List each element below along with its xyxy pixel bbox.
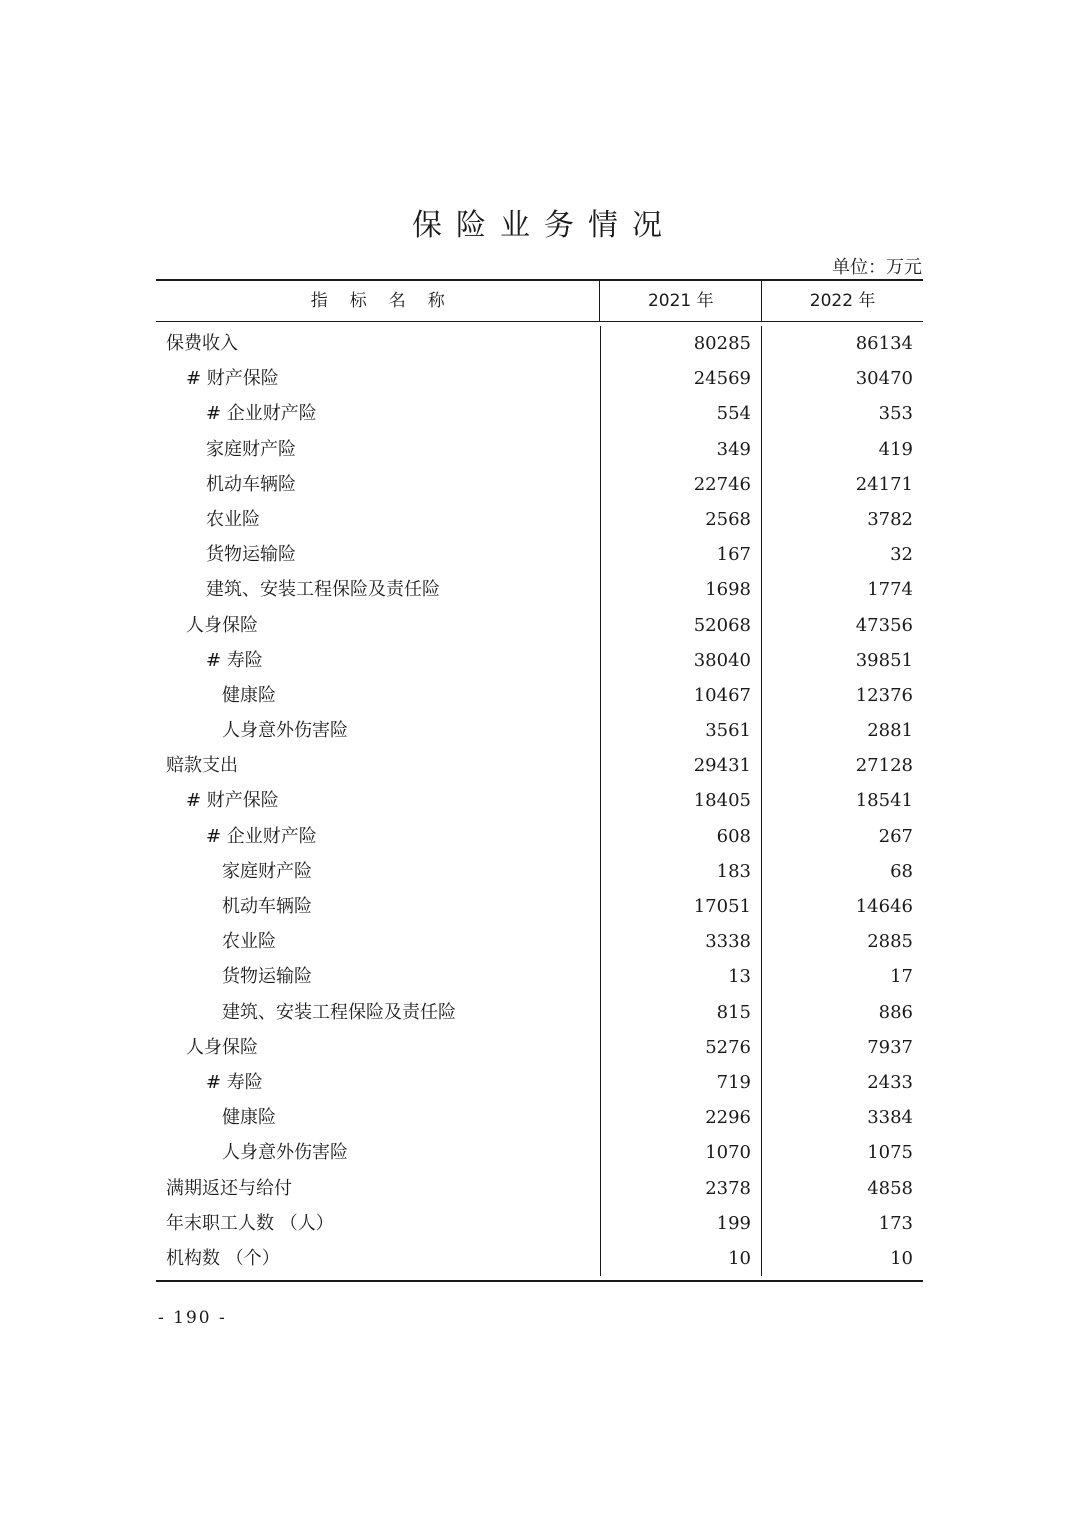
- value-2022: 419: [878, 438, 913, 460]
- row-label: 农业险: [156, 924, 601, 959]
- table-row: [156, 678, 923, 713]
- value-2021: 2568: [601, 502, 762, 537]
- value-2022: 353: [878, 403, 913, 425]
- table-row: [156, 572, 923, 607]
- value-2022: 86134: [855, 333, 913, 354]
- table-row: [156, 1135, 923, 1170]
- value-2021: 29431: [601, 748, 762, 783]
- page-number: - 190 -: [158, 1308, 227, 1328]
- value-2021: 13: [601, 959, 762, 994]
- value-2022: 1774: [867, 579, 913, 601]
- value-2022: 886: [878, 1001, 913, 1023]
- row-label: 人身意外伤害险: [156, 1135, 601, 1170]
- row-label: # 寿险: [156, 643, 601, 678]
- value-2022: 68: [890, 860, 913, 882]
- row-label: 满期返还与给付: [156, 1171, 601, 1206]
- value-2022: 173: [878, 1212, 913, 1234]
- value-2021: 167: [601, 537, 762, 572]
- value-2021: 349: [601, 432, 762, 467]
- value-2022: 3384: [867, 1107, 913, 1129]
- row-label: 健康险: [156, 678, 601, 713]
- value-2021: 608: [601, 819, 762, 854]
- row-label: 机构数 （个）: [156, 1241, 601, 1276]
- value-2021: 22746: [601, 467, 762, 502]
- row-label: 家庭财产险: [156, 432, 601, 467]
- table-row: [156, 326, 923, 361]
- value-2021: 18405: [601, 783, 762, 818]
- value-2022: 2885: [867, 931, 913, 953]
- table-header: [156, 281, 923, 322]
- table-row: [156, 959, 923, 994]
- row-label: # 企业财产险: [156, 396, 601, 431]
- value-2022: 30470: [855, 368, 913, 390]
- table-row: [156, 713, 923, 748]
- table-row: [156, 1206, 923, 1241]
- value-2021: 80285: [601, 326, 762, 361]
- table-row: [156, 889, 923, 924]
- row-label: 机动车辆险: [156, 467, 601, 502]
- row-label: 人身保险: [156, 608, 601, 643]
- value-2022: 3782: [867, 508, 913, 530]
- value-2022: 32: [890, 544, 913, 566]
- value-2021: 1698: [601, 572, 762, 607]
- row-label: 人身保险: [156, 1030, 601, 1065]
- value-2022: 2881: [867, 720, 913, 742]
- table-row: [156, 608, 923, 643]
- table-row: [156, 1100, 923, 1135]
- value-2021: 3338: [601, 924, 762, 959]
- table-row: [156, 537, 923, 572]
- row-label: 健康险: [156, 1100, 601, 1135]
- table-row: [156, 783, 923, 818]
- value-2021: 554: [601, 396, 762, 431]
- table-row: [156, 502, 923, 537]
- row-label: 家庭财产险: [156, 854, 601, 889]
- table-row: [156, 748, 923, 783]
- row-label: 建筑、安装工程保险及责任险: [156, 995, 601, 1030]
- row-label: 货物运输险: [156, 959, 601, 994]
- table-row: [156, 1065, 923, 1100]
- value-2021: 2296: [601, 1100, 762, 1135]
- value-2021: 2378: [601, 1171, 762, 1206]
- row-label: # 财产保险: [156, 361, 601, 396]
- value-2021: 719: [601, 1065, 762, 1100]
- value-2021: 1070: [601, 1135, 762, 1170]
- row-label: 人身意外伤害险: [156, 713, 601, 748]
- row-label: 农业险: [156, 502, 601, 537]
- value-2022: 10: [890, 1247, 913, 1269]
- value-2021: 199: [601, 1206, 762, 1241]
- row-label: # 企业财产险: [156, 819, 601, 854]
- value-2022: 2433: [867, 1071, 913, 1093]
- table-row: [156, 1171, 923, 1206]
- table-row: [156, 995, 923, 1030]
- value-2021: 3561: [601, 713, 762, 748]
- row-label: # 寿险: [156, 1065, 601, 1100]
- header-2021: 2021 年: [600, 281, 762, 321]
- value-2022: 267: [878, 825, 913, 847]
- row-label: # 财产保险: [156, 783, 601, 818]
- unit-label: 单位：万元: [832, 257, 922, 278]
- value-2022: 27128: [855, 755, 913, 777]
- value-2022: 4858: [867, 1177, 913, 1199]
- row-label: 货物运输险: [156, 537, 601, 572]
- header-indicator-name: 指标名称: [156, 281, 600, 321]
- table-row: [156, 361, 923, 396]
- value-2021: 183: [601, 854, 762, 889]
- value-2022: 39851: [855, 649, 913, 671]
- row-label: 赔款支出: [156, 748, 601, 783]
- table-row: [156, 819, 923, 854]
- table-row: [156, 1030, 923, 1065]
- table-row: [156, 396, 923, 431]
- table-body: [156, 322, 923, 1280]
- row-label: 机动车辆险: [156, 889, 601, 924]
- table-row: [156, 854, 923, 889]
- value-2021: 10467: [601, 678, 762, 713]
- value-2021: 17051: [601, 889, 762, 924]
- value-2021: 10: [601, 1241, 762, 1276]
- value-2022: 47356: [855, 614, 913, 636]
- value-2022: 14646: [855, 896, 913, 917]
- header-2022: 2022 年: [809, 291, 876, 311]
- value-2022: 7937: [867, 1036, 913, 1058]
- table-row: [156, 643, 923, 678]
- page-title: 保险业务情况: [412, 208, 676, 243]
- value-2022: 24171: [855, 473, 913, 495]
- table-row: [156, 467, 923, 502]
- value-2021: 52068: [601, 608, 762, 643]
- value-2022: 12376: [855, 684, 913, 706]
- row-label: 保费收入: [156, 326, 601, 361]
- row-label: 年末职工人数 （人）: [156, 1206, 601, 1241]
- value-2021: 5276: [601, 1030, 762, 1065]
- insurance-table: [156, 279, 923, 1282]
- value-2022: 17: [890, 966, 913, 988]
- value-2022: 1075: [867, 1142, 913, 1164]
- value-2021: 24569: [601, 361, 762, 396]
- table-row: [156, 924, 923, 959]
- table-row: [156, 432, 923, 467]
- value-2021: 815: [601, 995, 762, 1030]
- table-row: [156, 1241, 923, 1276]
- value-2022: 18541: [855, 790, 913, 812]
- value-2021: 38040: [601, 643, 762, 678]
- row-label: 建筑、安装工程保险及责任险: [156, 572, 601, 607]
